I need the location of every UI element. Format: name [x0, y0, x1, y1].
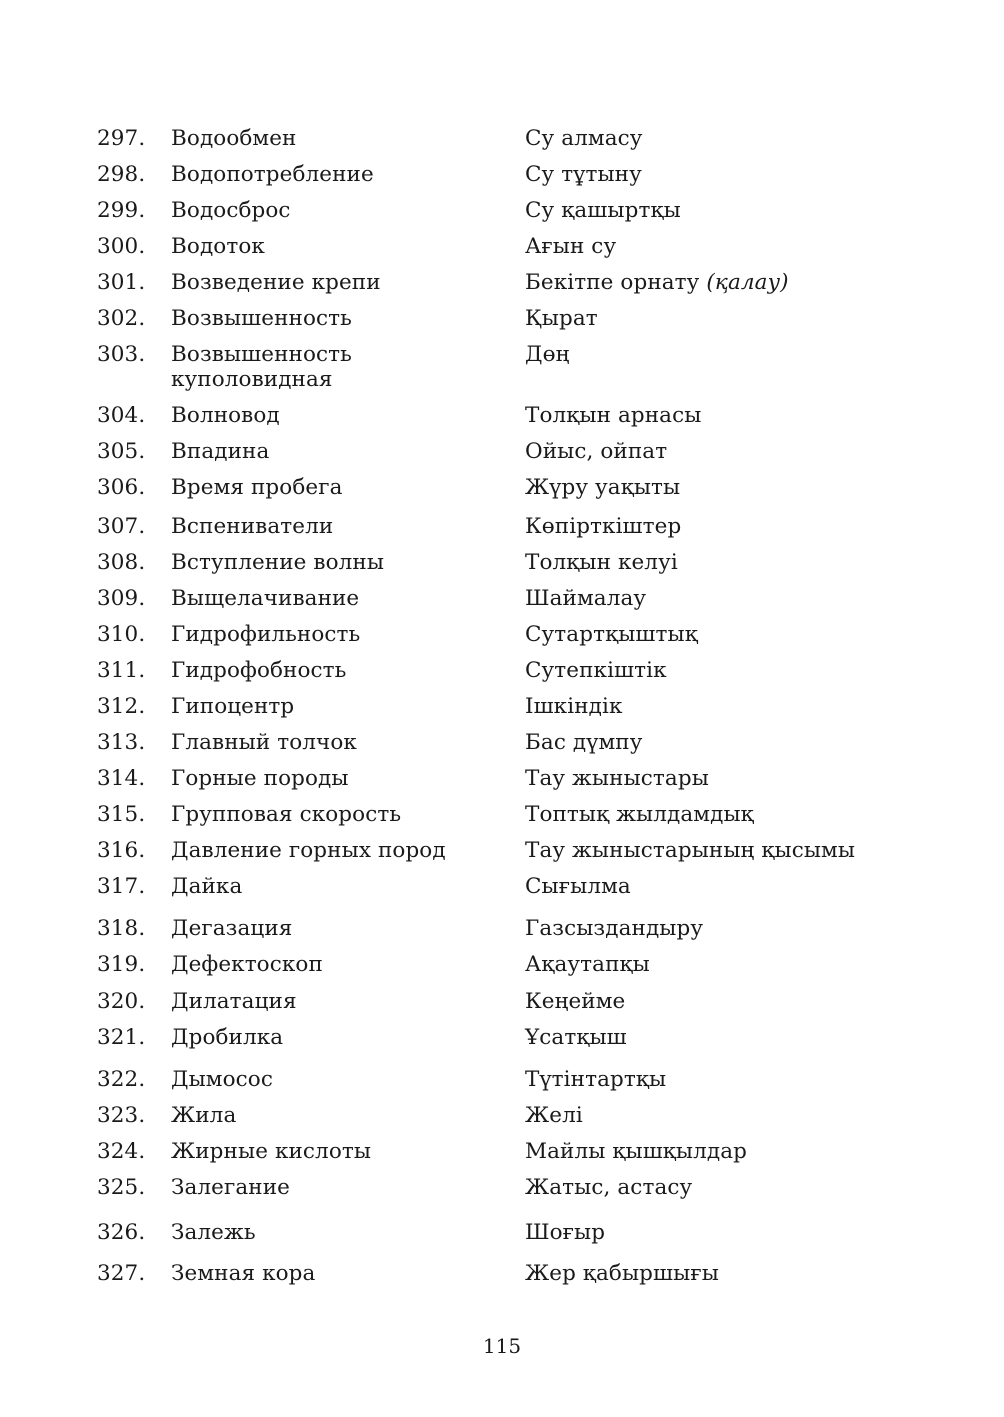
russian-term: Залежь: [171, 1220, 256, 1245]
glossary-entry: [97, 838, 917, 863]
russian-term: Возвышенность: [171, 306, 352, 331]
entry-number: 312.: [97, 694, 146, 719]
glossary-entry: [97, 874, 917, 899]
glossary-entry: [97, 730, 917, 755]
entry-number: 314.: [97, 766, 146, 791]
entry-number: 326.: [97, 1220, 146, 1245]
entry-number: 322.: [97, 1067, 146, 1092]
entry-number: 316.: [97, 838, 146, 863]
glossary-entry: [97, 1067, 917, 1092]
kazakh-term: Газсыздандыру: [525, 916, 704, 941]
glossary-entry: [97, 1261, 917, 1286]
entry-number: 313.: [97, 730, 146, 755]
kazakh-term: Майлы қышқылдар: [525, 1139, 748, 1164]
entry-number: 305.: [97, 439, 146, 464]
glossary-entry: [97, 802, 917, 827]
glossary-entry: [97, 126, 917, 151]
glossary-entry: [97, 766, 917, 791]
kazakh-term: Ұсатқыш: [525, 1025, 627, 1050]
kazakh-term: Ойыс, ойпат: [525, 439, 668, 464]
kazakh-term: Су алмасу: [525, 126, 643, 151]
kazakh-term: Жатыс, астасу: [525, 1175, 693, 1200]
entry-number: 306.: [97, 475, 146, 500]
kazakh-term: Толқын арнасы: [525, 403, 702, 428]
entry-number: 315.: [97, 802, 146, 827]
glossary-entry: [97, 475, 917, 500]
russian-term: Главный толчок: [171, 730, 357, 755]
russian-term: Вспениватели: [171, 514, 334, 539]
entry-number: 307.: [97, 514, 146, 539]
kazakh-term-note: (қалау): [706, 270, 789, 295]
entry-number: 300.: [97, 234, 146, 259]
russian-term: Горные породы: [171, 766, 349, 791]
entry-number: 325.: [97, 1175, 146, 1200]
glossary-entry: [97, 550, 917, 575]
entry-number: 298.: [97, 162, 146, 187]
russian-term: Впадина: [171, 439, 270, 464]
kazakh-term: Ағын су: [525, 234, 617, 259]
entry-number: 297.: [97, 126, 146, 151]
glossary-entry: [97, 1103, 917, 1128]
kazakh-term: Шаймалау: [525, 586, 647, 611]
kazakh-term: Бас дүмпу: [525, 730, 643, 755]
russian-term: Возведение крепи: [171, 270, 381, 295]
entry-number: 309.: [97, 586, 146, 611]
kazakh-term: Сутепкіштік: [525, 658, 667, 683]
russian-term: Дробилка: [171, 1025, 284, 1050]
russian-term: Время пробега: [171, 475, 343, 500]
kazakh-term: Жер қабыршығы: [525, 1261, 719, 1286]
kazakh-term: Бекітпе орнату: [525, 270, 700, 295]
russian-term: Групповая скорость: [171, 802, 402, 827]
russian-term: Водосброс: [171, 198, 291, 223]
entry-number: 303.: [97, 342, 146, 367]
entry-number: 318.: [97, 916, 146, 941]
glossary-entry: [97, 1025, 917, 1050]
entry-number: 304.: [97, 403, 146, 428]
glossary-entry: [97, 234, 917, 259]
russian-term: Земная кора: [171, 1261, 316, 1286]
kazakh-term: Жүру уақыты: [525, 475, 681, 500]
entry-number: 308.: [97, 550, 146, 575]
page-number: 115: [482, 1334, 522, 1358]
glossary-entry: [97, 270, 917, 295]
entry-number: 324.: [97, 1139, 146, 1164]
kazakh-term: Сутартқыштық: [525, 622, 698, 647]
russian-term: Волновод: [171, 403, 280, 428]
russian-term: Вступление волны: [171, 550, 385, 575]
entry-number: 311.: [97, 658, 146, 683]
glossary-entry: [97, 198, 917, 223]
kazakh-term: Су қашыртқы: [525, 198, 681, 223]
russian-term: Давление горных пород: [171, 838, 446, 863]
entry-number: 323.: [97, 1103, 146, 1128]
russian-term: Гипоцентр: [171, 694, 295, 719]
kazakh-term: Кеңейме: [525, 989, 626, 1014]
glossary-entry: [97, 306, 917, 331]
entry-number: 299.: [97, 198, 146, 223]
russian-term: Дымосос: [171, 1067, 273, 1092]
entry-number: 321.: [97, 1025, 146, 1050]
entry-number: 302.: [97, 306, 146, 331]
russian-term: Дефектоскоп: [171, 952, 323, 977]
glossary-entry: [97, 586, 917, 611]
glossary-entry: [97, 403, 917, 428]
kazakh-term: Топтық жылдамдық: [525, 802, 754, 827]
glossary-entry: [97, 1175, 917, 1200]
kazakh-term: Ішкіндік: [525, 694, 623, 719]
kazakh-term: Қырат: [525, 306, 598, 331]
glossary-entry: [97, 694, 917, 719]
russian-term: Залегание: [171, 1175, 290, 1200]
glossary-list: [97, 120, 917, 1286]
russian-term: Жирные кислоты: [171, 1139, 372, 1164]
russian-term: Дегазация: [171, 916, 293, 941]
kazakh-term: Шоғыр: [525, 1220, 606, 1245]
glossary-entry: [97, 658, 917, 683]
kazakh-term: Түтінтартқы: [525, 1067, 667, 1092]
kazakh-term: Тау жыныстары: [525, 766, 709, 791]
kazakh-term-cell: [525, 270, 917, 295]
entry-number: 317.: [97, 874, 146, 899]
glossary-entry: [97, 989, 917, 1014]
russian-term: Водоток: [171, 234, 265, 259]
glossary-entry: [97, 1220, 917, 1245]
glossary-entry: [97, 162, 917, 187]
russian-term: Гидрофобность: [171, 658, 347, 683]
glossary-entry: [97, 916, 917, 941]
russian-term: Возвышенность куполовидная: [171, 342, 352, 392]
kazakh-term: Су тұтыну: [525, 162, 642, 187]
entry-number: 310.: [97, 622, 146, 647]
glossary-entry: [97, 622, 917, 647]
russian-term: Дилатация: [171, 989, 297, 1014]
kazakh-term: Ақаутапқы: [525, 952, 650, 977]
russian-term: Водопотребление: [171, 162, 374, 187]
kazakh-term: Дөң: [525, 342, 570, 367]
kazakh-term: Желі: [525, 1103, 583, 1128]
glossary-entry: [97, 439, 917, 464]
kazakh-term: Тау жыныстарының қысымы: [525, 838, 856, 863]
russian-term: Жила: [171, 1103, 237, 1128]
entry-number: 320.: [97, 989, 146, 1014]
entry-number: 319.: [97, 952, 146, 977]
glossary-entry: [97, 514, 917, 539]
glossary-entry: [97, 342, 917, 392]
kazakh-term: Сығылма: [525, 874, 631, 899]
russian-term: Дайка: [171, 874, 243, 899]
entry-number: 301.: [97, 270, 146, 295]
entry-number: 327.: [97, 1261, 146, 1286]
kazakh-term: Толқын келуі: [525, 550, 678, 575]
russian-term: Водообмен: [171, 126, 297, 151]
russian-term: Выщелачивание: [171, 586, 360, 611]
russian-term: Гидрофильность: [171, 622, 361, 647]
glossary-entry: [97, 952, 917, 977]
kazakh-term: Көпірткіштер: [525, 514, 682, 539]
glossary-entry: [97, 1139, 917, 1164]
